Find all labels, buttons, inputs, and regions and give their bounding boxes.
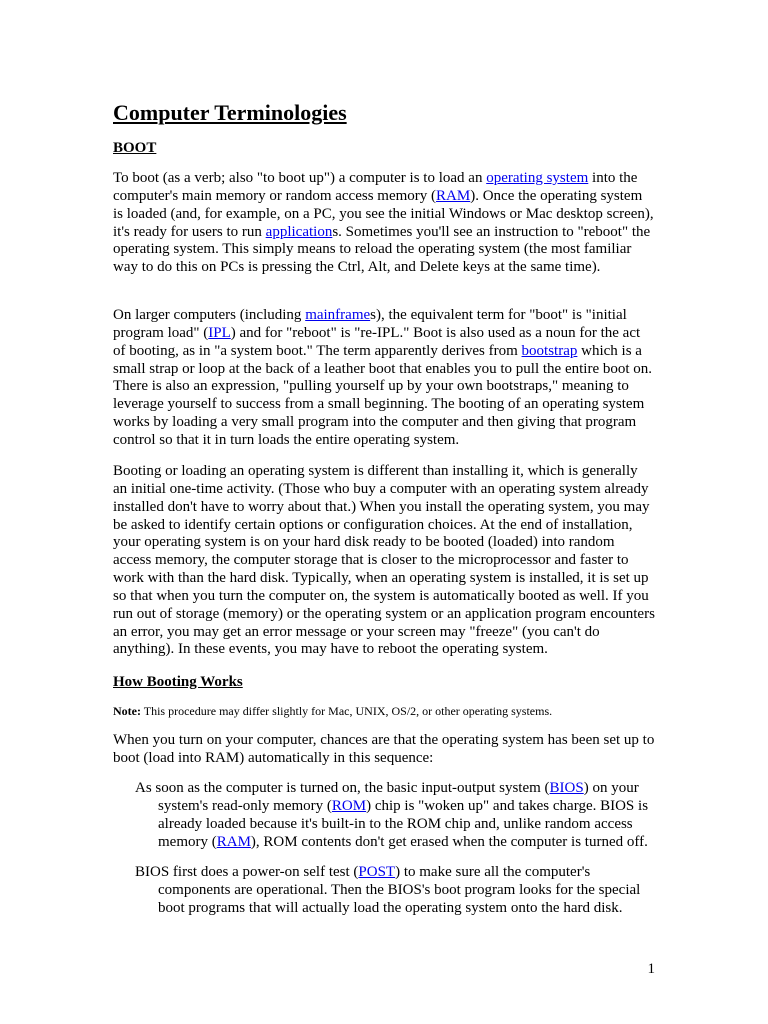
page-title: Computer Terminologies <box>113 100 347 125</box>
list-item <box>135 780 655 851</box>
text-run: BIOS first does a power-on self test ( <box>135 864 359 880</box>
operating-system-link[interactable]: operating system <box>486 170 589 186</box>
ipl-link[interactable]: IPL <box>208 324 231 341</box>
note-text: This procedure may differ slightly for Mac, UNIX, OS/2, or other operating systems. <box>140 704 553 718</box>
ram-link[interactable]: RAM <box>436 187 471 204</box>
bios-link[interactable]: BIOS <box>549 780 584 796</box>
text-run: ) to make sure all the computer's components are operational. Then the BIOS's boot program looks for the special boot programs that will actually load the operating system onto the hard disk. <box>158 864 641 916</box>
ram-link[interactable]: RAM <box>216 833 251 850</box>
note-label: Note: <box>113 704 141 718</box>
boot-paragraph-1 <box>113 170 655 277</box>
mainframe-link[interactable]: mainframe <box>305 307 371 323</box>
list-item <box>135 864 655 918</box>
application-link[interactable]: application <box>265 223 333 240</box>
rom-link[interactable]: ROM <box>331 797 367 814</box>
how-booting-works-heading: How Booting Works <box>113 674 243 690</box>
text-run: into the computer's main memory or random access memory ( <box>113 170 638 204</box>
text-run: which is a small strap or loop at the back of a leather boot that enables you to pull the entire boot on. There is also an expression, "pulling yourself up by your own bootstraps," meaning to leverage yourself to success from a small beginning. The booting of an operating system works by loading a very small program into the computer and then giving that program control so that it in turn loads the entire operating system. <box>113 342 653 448</box>
post-link[interactable]: POST <box>358 864 396 880</box>
boot-paragraph-2 <box>113 307 655 450</box>
text-run: s. Sometimes you'll see an instruction to "reboot" the operating system. This simply means to reload the operating system (the most familiar way to do this on PCs is pressing the Ctrl, Alt, and Delete keys at the same time). <box>113 223 651 276</box>
page-number: 1 <box>647 961 655 977</box>
text-run: ). Once the operating system is loaded (and, for example, on a PC, you see the initial Windows or Mac desktop screen), it's ready for users to run <box>113 187 654 240</box>
text-run: s), the equivalent term for "boot" is "initial program load" ( <box>113 307 627 341</box>
boot-heading: BOOT <box>113 140 157 156</box>
boot-paragraph-3: Booting or loading an operating system is different than installing it, which is generally an initial one-time activity. (Those who buy a computer with an operating system already installed don't have to worry about that.) When you install the operating system, you may be asked to identify certain options or configuration choices. At the end of installation, your operating system is on your hard disk ready to be booted (loaded) into random access memory, the computer storage that is closer to the microprocessor and faster to work with than the hard disk. Typically, when an operating system is installed, it is set up so that when you turn the computer on, the system is automatically booted as well. If you run out of storage (memory) or the operating system or an application program encounters an error, you may get an error message or your screen may "freeze" (you can't do anything). In these events, you may have to reboot the operating system. <box>113 463 655 658</box>
intro-paragraph: When you turn on your computer, chances are that the operating system has been set up to boot (load into RAM) automatically in this sequence: <box>113 732 655 766</box>
text-run: ) chip is "woken up" and takes charge. BIOS is already loaded because it's built-in to the ROM chip and, unlike random access memory ( <box>158 797 649 850</box>
text-run: ), ROM contents don't get erased when the computer is turned off. <box>250 833 648 850</box>
text-run: ) on your system's read-only memory ( <box>158 780 639 814</box>
text-run: As soon as the computer is turned on, the basic input-output system ( <box>135 780 550 796</box>
text-run: To boot (as a verb; also "to boot up") a computer is to load an <box>113 170 487 186</box>
text-run: On larger computers (including <box>113 307 306 323</box>
note-line <box>113 703 655 719</box>
text-run: ) and for "reboot" is "re-IPL." Boot is also used as a noun for the act of booting, as in "a system boot." The term apparently derives from <box>113 324 641 359</box>
bootstrap-link[interactable]: bootstrap <box>521 342 578 359</box>
